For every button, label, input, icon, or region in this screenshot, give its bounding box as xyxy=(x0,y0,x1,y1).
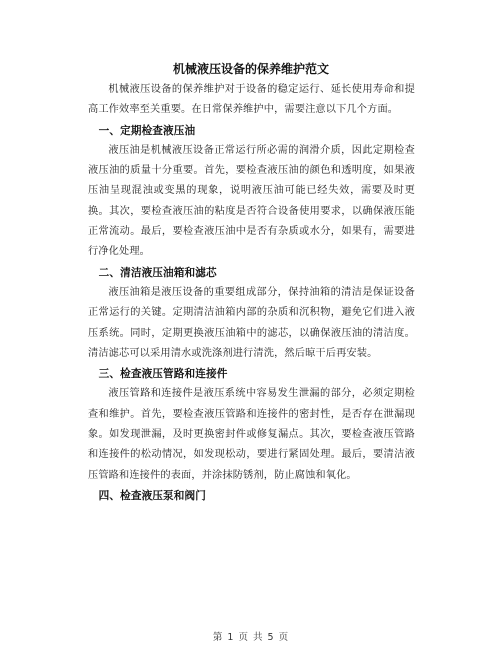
section-body-1: 液压油是机械液压设备正常运行所必需的润滑介质，因此定期检查液压油的质量十分重要。首先，要检查液压油的颜色和透明度，如果液压油呈现混浊或变黑的现象，说明液压油可能已经失效，需要及时更换。其次，要检查液压油的粘度是否符合设备使用要求，以确保液压能正常流动。最后，要检查液压油中是否有杂质或水分，如果有，需要进行净化处理。 xyxy=(88,144,415,258)
section-heading-2: 二、清洁液压油箱和滤芯 xyxy=(98,266,217,279)
page-footer: 第 1 页 共 5 页 xyxy=(212,632,290,643)
section-heading-4: 四、检查液压泵和阀门 xyxy=(98,489,207,502)
section-heading-1: 一、定期检查液压油 xyxy=(98,124,196,137)
section-heading-3: 三、检查液压管路和连接件 xyxy=(98,368,228,381)
intro-paragraph: 机械液压设备的保养维护对于设备的稳定运行、延长使用寿命和提高工作效率至关重要。在日常保养维护中，需要注意以下几个方面。 xyxy=(88,84,415,116)
document-title: 机械液压设备的保养维护范文 xyxy=(172,62,329,76)
document-body xyxy=(88,80,415,506)
section-body-3: 液压管路和连接件是液压系统中容易发生泄漏的部分，必须定期检查和维护。首先，要检查液压管路和连接件的密封性，是否存在泄漏现象。如发现泄漏，及时更换密封件或修复漏点。其次，要检查液压管路和连接件的松动情况，如发现松动，要进行紧固处理。最后，要清洁液压管路和连接件的表面，并涂抹防锈剂，防止腐蚀和氧化。 xyxy=(88,388,415,481)
section-body-2: 液压油箱是液压设备的重要组成部分，保持油箱的清洁是保证设备正常运行的关键。定期清洁油箱内部的杂质和沉积物，避免它们进入液压系统。同时，定期更换液压油箱中的滤芯，以确保液压油的清洁度。清洁滤芯可以采用清水或洗涤剂进行清洗，然后晾干后再安装。 xyxy=(88,286,415,359)
